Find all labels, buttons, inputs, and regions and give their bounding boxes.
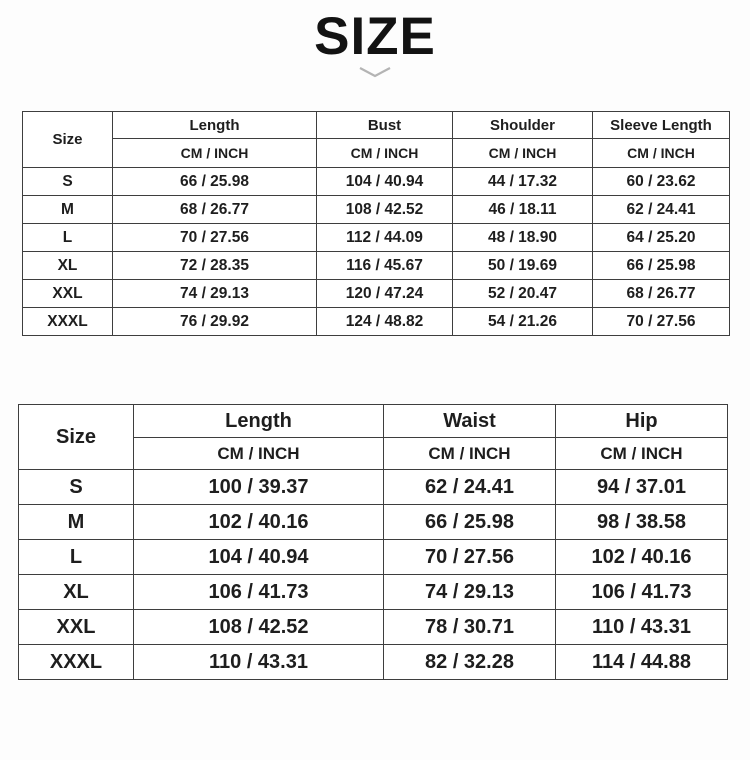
size-cell: XXL <box>23 280 113 308</box>
bottoms-unit-header-waist: CM / INCH <box>384 438 556 470</box>
size-cell: XL <box>23 252 113 280</box>
bottoms-unit-header-length: CM / INCH <box>134 438 384 470</box>
size-chart-tops-table <box>22 111 730 336</box>
bottoms-corner-header-size: Size <box>19 405 134 470</box>
measurement-cell: 50 / 19.69 <box>453 252 593 280</box>
tops-column-header-bust: Bust <box>317 112 453 139</box>
size-cell: XXL <box>19 610 134 645</box>
tops-unit-header-sleeve-length: CM / INCH <box>593 139 730 168</box>
measurement-cell: 116 / 45.67 <box>317 252 453 280</box>
measurement-cell: 120 / 47.24 <box>317 280 453 308</box>
measurement-cell: 108 / 42.52 <box>317 196 453 224</box>
measurement-cell: 46 / 18.11 <box>453 196 593 224</box>
measurement-cell: 52 / 20.47 <box>453 280 593 308</box>
measurement-cell: 66 / 25.98 <box>593 252 730 280</box>
tops-unit-header-row <box>23 139 730 168</box>
measurement-cell: 68 / 26.77 <box>113 196 317 224</box>
measurement-cell: 62 / 24.41 <box>593 196 730 224</box>
measurement-cell: 68 / 26.77 <box>593 280 730 308</box>
measurement-cell: 74 / 29.13 <box>113 280 317 308</box>
table-row <box>23 168 730 196</box>
measurement-cell: 70 / 27.56 <box>593 308 730 336</box>
table-row <box>19 645 728 680</box>
size-cell: XXXL <box>19 645 134 680</box>
bottoms-column-header-length: Length <box>134 405 384 438</box>
measurement-cell: 72 / 28.35 <box>113 252 317 280</box>
measurement-cell: 124 / 48.82 <box>317 308 453 336</box>
table-row <box>19 575 728 610</box>
measurement-cell: 108 / 42.52 <box>134 610 384 645</box>
measurement-cell: 64 / 25.20 <box>593 224 730 252</box>
size-cell: L <box>19 540 134 575</box>
size-cell: S <box>19 470 134 505</box>
measurement-cell: 100 / 39.37 <box>134 470 384 505</box>
tops-column-header-sleeve-length: Sleeve Length <box>593 112 730 139</box>
measurement-cell: 106 / 41.73 <box>134 575 384 610</box>
measurement-cell: 102 / 40.16 <box>134 505 384 540</box>
table-row <box>19 540 728 575</box>
table-row <box>23 196 730 224</box>
measurement-cell: 74 / 29.13 <box>384 575 556 610</box>
size-chart-bottoms-table <box>18 404 728 680</box>
size-cell: XL <box>19 575 134 610</box>
size-cell: M <box>23 196 113 224</box>
measurement-cell: 70 / 27.56 <box>384 540 556 575</box>
size-cell: M <box>19 505 134 540</box>
measurement-cell: 110 / 43.31 <box>556 610 728 645</box>
measurement-cell: 106 / 41.73 <box>556 575 728 610</box>
measurement-cell: 104 / 40.94 <box>134 540 384 575</box>
page-title: SIZE <box>314 7 436 66</box>
tops-corner-header-size: Size <box>23 112 113 168</box>
table-row <box>23 308 730 336</box>
bottoms-column-header-waist: Waist <box>384 405 556 438</box>
measurement-cell: 110 / 43.31 <box>134 645 384 680</box>
measurement-cell: 102 / 40.16 <box>556 540 728 575</box>
table-row <box>19 610 728 645</box>
tops-unit-header-bust: CM / INCH <box>317 139 453 168</box>
size-cell: XXXL <box>23 308 113 336</box>
measurement-cell: 98 / 38.58 <box>556 505 728 540</box>
measurement-cell: 82 / 32.28 <box>384 645 556 680</box>
measurement-cell: 94 / 37.01 <box>556 470 728 505</box>
bottoms-column-header-row <box>19 405 728 438</box>
tops-column-header-row <box>23 112 730 139</box>
table-row <box>19 470 728 505</box>
tops-column-header-shoulder: Shoulder <box>453 112 593 139</box>
chevron-container <box>0 65 750 81</box>
size-cell: L <box>23 224 113 252</box>
measurement-cell: 66 / 25.98 <box>384 505 556 540</box>
measurement-cell: 62 / 24.41 <box>384 470 556 505</box>
table-row <box>23 252 730 280</box>
measurement-cell: 104 / 40.94 <box>317 168 453 196</box>
measurement-cell: 112 / 44.09 <box>317 224 453 252</box>
tops-column-header-length: Length <box>113 112 317 139</box>
bottoms-column-header-hip: Hip <box>556 405 728 438</box>
size-cell: S <box>23 168 113 196</box>
measurement-cell: 66 / 25.98 <box>113 168 317 196</box>
tops-unit-header-shoulder: CM / INCH <box>453 139 593 168</box>
table-row <box>19 505 728 540</box>
chevron-down-icon <box>357 65 393 79</box>
measurement-cell: 44 / 17.32 <box>453 168 593 196</box>
measurement-cell: 70 / 27.56 <box>113 224 317 252</box>
table-row <box>23 280 730 308</box>
table-row <box>23 224 730 252</box>
tops-unit-header-length: CM / INCH <box>113 139 317 168</box>
measurement-cell: 48 / 18.90 <box>453 224 593 252</box>
measurement-cell: 114 / 44.88 <box>556 645 728 680</box>
measurement-cell: 76 / 29.92 <box>113 308 317 336</box>
measurement-cell: 60 / 23.62 <box>593 168 730 196</box>
measurement-cell: 78 / 30.71 <box>384 610 556 645</box>
bottoms-unit-header-hip: CM / INCH <box>556 438 728 470</box>
measurement-cell: 54 / 21.26 <box>453 308 593 336</box>
